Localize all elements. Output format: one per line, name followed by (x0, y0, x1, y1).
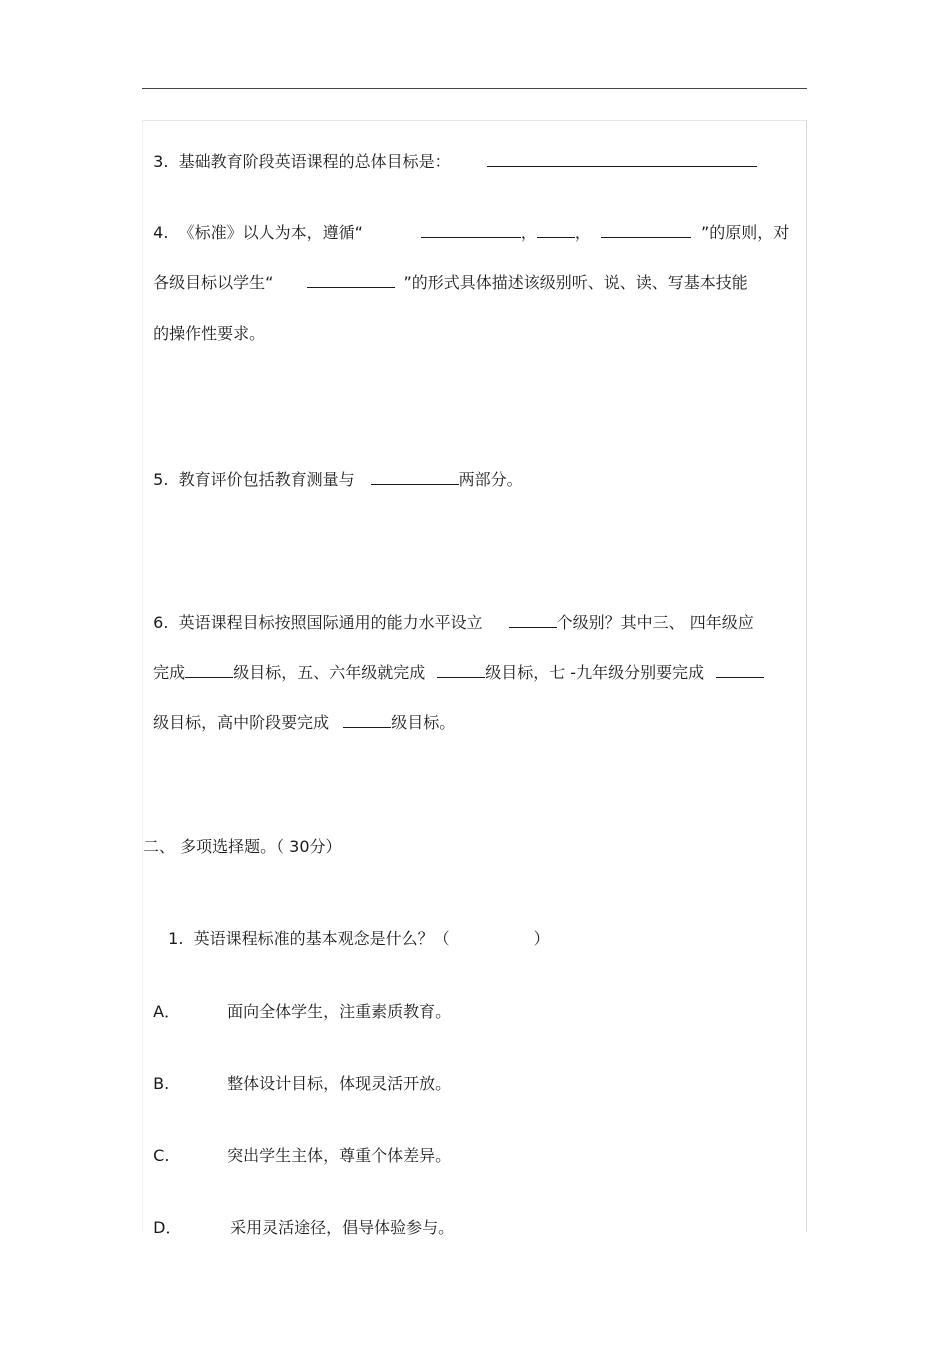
answer-blank[interactable] (601, 223, 691, 238)
option-b[interactable] (143, 1054, 451, 1094)
question-6-line-3 (143, 693, 455, 733)
option-b-letter: B. (153, 1074, 170, 1093)
answer-blank[interactable] (537, 223, 575, 238)
option-b-text: 整体设计目标，体现灵活开放。 (227, 1074, 452, 1093)
question-5 (143, 450, 523, 490)
question-6-text: 级目标。 (391, 713, 456, 732)
question-5-number: 5. (153, 470, 169, 489)
question-3-text: 基础教育阶段英语课程的总体目标是： (178, 152, 451, 171)
question-6-line-2 (143, 643, 764, 683)
mc-question-1 (158, 909, 550, 949)
comma: ， (520, 223, 537, 242)
option-c-letter: C. (153, 1146, 170, 1165)
question-6-text: 完成 (153, 663, 186, 682)
option-c[interactable] (143, 1126, 451, 1166)
answer-blank[interactable] (437, 663, 485, 678)
option-d-text: 采用灵活途径，倡导体验参与。 (230, 1218, 455, 1237)
question-4-text: 的操作性要求。 (153, 324, 266, 343)
question-6-text: 个级别？其中三、 四年级应 (556, 613, 754, 632)
option-a-letter: A． (153, 1002, 181, 1021)
answer-blank[interactable] (371, 470, 459, 485)
answer-blank[interactable] (343, 713, 391, 728)
mc-question-1-number: 1. (168, 929, 184, 948)
question-5-text: 教育评价包括教育测量与 (178, 470, 355, 489)
header-rule (142, 88, 807, 89)
question-4-number: 4. (153, 223, 169, 242)
question-4-text: ”的形式具体描述该级别听、说、读、写基本技能 (403, 273, 748, 292)
question-3 (143, 132, 757, 172)
question-4-line-3 (143, 304, 265, 344)
question-4-line-2 (143, 253, 748, 293)
option-d-letter: D． (153, 1218, 182, 1237)
question-6-text: 英语课程目标按照国际通用的能力水平设立 (178, 613, 483, 632)
question-4-text: 《标准》以人为本，遵循“ (178, 223, 363, 242)
paren-close: ） (533, 929, 550, 948)
question-4-text: ”的原则，对 (700, 223, 790, 242)
option-a-text: 面向全体学生，注重素质教育。 (227, 1002, 452, 1021)
option-c-text: 突出学生主体，尊重个体差异。 (227, 1146, 452, 1165)
answer-blank[interactable] (307, 273, 395, 288)
answer-blank[interactable] (716, 663, 764, 678)
question-6-text: 级目标，高中阶段要完成 (153, 713, 330, 732)
mc-question-1-text: 英语课程标准的基本观念是什么？（ (193, 929, 450, 948)
answer-blank[interactable] (487, 152, 757, 167)
question-3-number: 3. (153, 152, 169, 171)
option-d[interactable] (143, 1198, 454, 1238)
question-6-text: 级目标，五、六年级就完成 (233, 663, 426, 682)
option-a[interactable] (143, 982, 451, 1022)
question-6-line-1 (143, 593, 754, 633)
answer-blank[interactable] (509, 613, 557, 628)
question-5-text: 两部分。 (458, 470, 523, 489)
page-frame-right (806, 120, 807, 1232)
answer-blank[interactable] (185, 663, 233, 678)
page-frame-top (142, 120, 807, 121)
question-4-line-1 (143, 203, 789, 243)
comma: ， (574, 223, 591, 242)
answer-blank[interactable] (421, 223, 521, 238)
question-6-text: 级目标，七 -九年级分别要完成 (485, 663, 705, 682)
section-2-heading: 二、 多项选择题。（ 30分） (143, 837, 342, 856)
question-6-number: 6. (153, 613, 169, 632)
question-4-text: 各级目标以学生“ (153, 273, 274, 292)
